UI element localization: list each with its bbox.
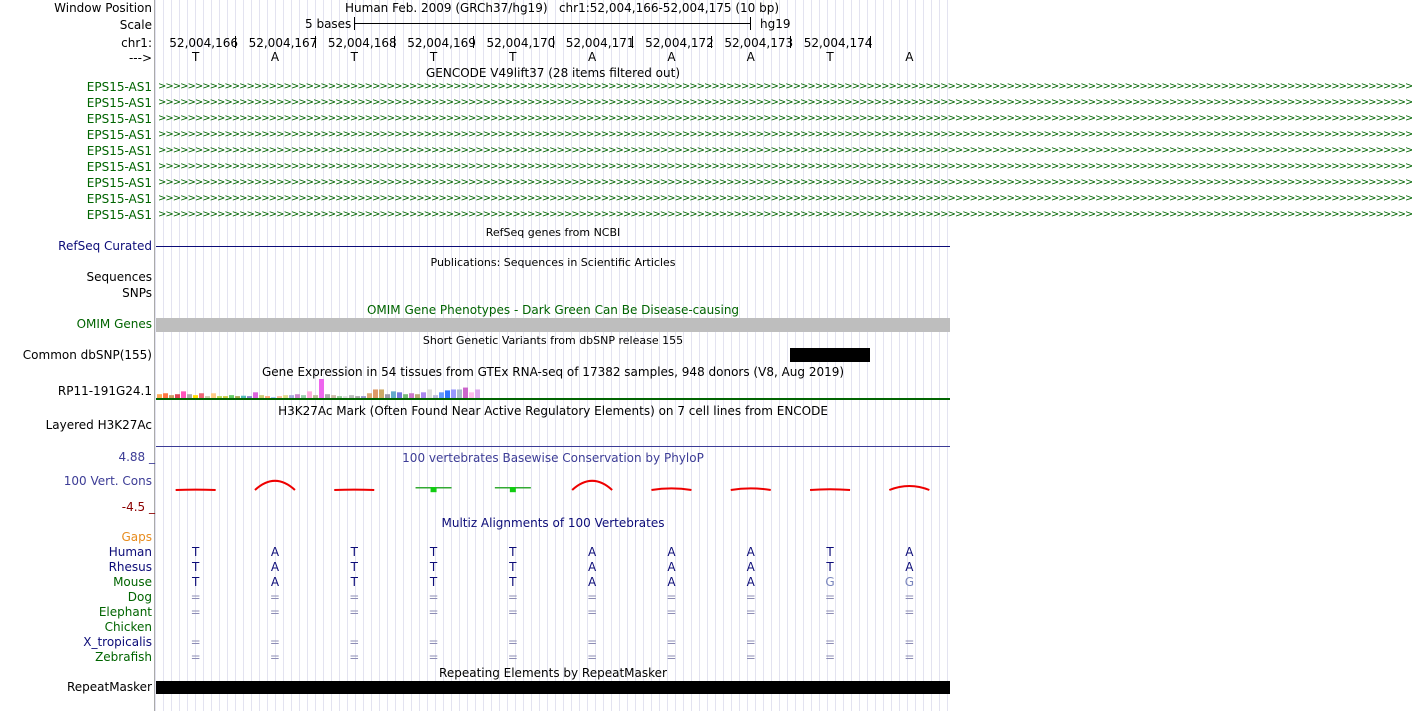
species-label[interactable]: Mouse bbox=[113, 575, 152, 589]
alignment-base: G bbox=[825, 575, 835, 589]
h3k27ac-baseline bbox=[156, 446, 950, 447]
base-letter: A bbox=[746, 50, 755, 64]
alignment-base: = bbox=[825, 590, 836, 604]
alignment-base: = bbox=[190, 605, 201, 619]
alignment-base: = bbox=[825, 605, 836, 619]
species-label[interactable]: Rhesus bbox=[108, 560, 152, 574]
gencode-item-label[interactable]: EPS15-AS1 bbox=[86, 128, 152, 142]
label-divider bbox=[154, 0, 155, 711]
window-position-label: Window Position bbox=[54, 1, 152, 15]
alignment-base: = bbox=[587, 635, 598, 649]
gaps-label[interactable]: Gaps bbox=[121, 530, 152, 544]
alignment-base: A bbox=[746, 575, 755, 589]
gtex-bar bbox=[445, 390, 450, 398]
alignment-base: = bbox=[825, 635, 836, 649]
gtex-bar bbox=[373, 389, 378, 398]
alignment-base: = bbox=[428, 650, 439, 664]
gencode-item-label[interactable]: EPS15-AS1 bbox=[86, 96, 152, 110]
alignment-base: A bbox=[746, 545, 755, 559]
alignment-base: = bbox=[507, 650, 518, 664]
alignment-base: = bbox=[269, 635, 280, 649]
gtex-bar bbox=[319, 379, 324, 398]
ruler-position: 52,004,167 bbox=[248, 36, 318, 50]
gencode-transcript[interactable]: >>>>>>>>>>>>>>>>>>>>>>>>>>>>>>>>>>>>>>>>>>>>>>>>>>>>>>>>>>>>>>>>>>>>>>>>>>>>>>>>>>>>>>>>>>>>>>>>>>>>>>>>>>>>>>>>>>>>>>>>>>>>>>>>>>>>>>>>>>>>>>>>>>>>>>>>>>>>>>>>>>>>>>>>>> bbox=[158, 81, 1412, 92]
sequences-label[interactable]: Sequences bbox=[86, 270, 152, 284]
phylop-bar bbox=[889, 486, 929, 490]
alignment-base: = bbox=[587, 650, 598, 664]
alignment-base: A bbox=[270, 545, 280, 559]
gtex-label[interactable]: RP11-191G24.1 bbox=[57, 384, 152, 398]
alignment-base: = bbox=[269, 650, 280, 664]
base-letter: A bbox=[270, 50, 280, 64]
alignment-base: A bbox=[746, 560, 755, 574]
base-letter: T bbox=[509, 50, 517, 64]
gtex-bar bbox=[457, 389, 462, 398]
alignment-base: = bbox=[428, 605, 439, 619]
alignment-base: = bbox=[507, 635, 518, 649]
gtex-bar bbox=[307, 391, 312, 398]
alignment-base: = bbox=[349, 590, 360, 604]
phylop-bar bbox=[431, 487, 437, 492]
gtex-bar bbox=[463, 388, 468, 398]
gtex-bar bbox=[451, 389, 456, 398]
gencode-title[interactable]: GENCODE V49lift37 (28 items filtered out) bbox=[425, 66, 680, 80]
scale-label: Scale bbox=[119, 18, 152, 32]
alignment-base: = bbox=[428, 635, 439, 649]
ruler-position: 52,004,174 bbox=[803, 36, 873, 50]
alignment-base: A bbox=[588, 545, 597, 559]
dbsnp-label[interactable]: Common dbSNP(155) bbox=[22, 348, 152, 362]
alignment-base: A bbox=[270, 560, 280, 574]
gencode-item-label[interactable]: EPS15-AS1 bbox=[86, 192, 152, 206]
phylop-max: 4.88 _ bbox=[118, 450, 155, 464]
alignment-base: = bbox=[904, 650, 915, 664]
alignment-base: T bbox=[429, 575, 438, 589]
strand-arrow: ---> bbox=[128, 51, 152, 65]
base-letter: T bbox=[350, 50, 358, 64]
ruler-position: 52,004,166 bbox=[169, 36, 239, 50]
alignment-base: A bbox=[905, 560, 914, 574]
alignment-base: = bbox=[666, 650, 677, 664]
alignment-base: = bbox=[428, 590, 439, 604]
alignment-base: = bbox=[904, 590, 915, 604]
phylop-bar bbox=[810, 489, 850, 490]
dbsnp-variant[interactable] bbox=[790, 348, 870, 362]
gencode-transcript[interactable]: >>>>>>>>>>>>>>>>>>>>>>>>>>>>>>>>>>>>>>>>>>>>>>>>>>>>>>>>>>>>>>>>>>>>>>>>>>>>>>>>>>>>>>>>>>>>>>>>>>>>>>>>>>>>>>>>>>>>>>>>>>>>>>>>>>>>>>>>>>>>>>>>>>>>>>>>>>>>>>>>>>>>>>>>>> bbox=[158, 177, 1412, 188]
gtex-bar bbox=[379, 389, 384, 398]
phylop-bar bbox=[510, 487, 516, 492]
alignment-base: A bbox=[588, 560, 597, 574]
base-letter: A bbox=[905, 50, 914, 64]
scale-bar-left-cap bbox=[354, 17, 355, 30]
ruler-position: 52,004,171 bbox=[565, 36, 635, 50]
gtex-bar bbox=[475, 389, 480, 398]
alignment-base: = bbox=[745, 635, 756, 649]
chrom-label: chr1: bbox=[121, 36, 152, 50]
species-label[interactable]: Zebrafish bbox=[95, 650, 152, 664]
gtex-bar bbox=[427, 389, 432, 398]
gencode-item-label[interactable]: EPS15-AS1 bbox=[86, 208, 152, 222]
base-letter: T bbox=[429, 50, 438, 64]
alignment-base: T bbox=[826, 560, 834, 574]
alignment-base: = bbox=[269, 605, 280, 619]
alignment-base: T bbox=[350, 575, 358, 589]
alignment-base: = bbox=[904, 635, 915, 649]
repeatmasker-bar[interactable] bbox=[156, 681, 950, 694]
phylop-plot[interactable] bbox=[156, 470, 950, 500]
gencode-transcript[interactable]: >>>>>>>>>>>>>>>>>>>>>>>>>>>>>>>>>>>>>>>>>>>>>>>>>>>>>>>>>>>>>>>>>>>>>>>>>>>>>>>>>>>>>>>>>>>>>>>>>>>>>>>>>>>>>>>>>>>>>>>>>>>>>>>>>>>>>>>>>>>>>>>>>>>>>>>>>>>>>>>>>>>>>>>>>> bbox=[158, 209, 1412, 220]
dbsnp-title[interactable]: Short Genetic Variants from dbSNP release 155 bbox=[422, 334, 684, 347]
omim-label[interactable]: OMIM Genes bbox=[76, 317, 152, 331]
refseq-title[interactable]: RefSeq genes from NCBI bbox=[485, 226, 621, 239]
h3k27ac-title[interactable]: H3K27Ac Mark (Often Found Near Active Regulatory Elements) on 7 cell lines from ENCODE bbox=[278, 404, 828, 418]
alignment-base: A bbox=[667, 575, 676, 589]
alignment-base: A bbox=[667, 560, 676, 574]
alignment-base: = bbox=[190, 650, 201, 664]
scale-db: hg19 bbox=[760, 17, 791, 31]
gtex-bar bbox=[181, 391, 186, 398]
gencode-transcript[interactable]: >>>>>>>>>>>>>>>>>>>>>>>>>>>>>>>>>>>>>>>>>>>>>>>>>>>>>>>>>>>>>>>>>>>>>>>>>>>>>>>>>>>>>>>>>>>>>>>>>>>>>>>>>>>>>>>>>>>>>>>>>>>>>>>>>>>>>>>>>>>>>>>>>>>>>>>>>>>>>>>>>>>>>>>>>> bbox=[158, 145, 1412, 156]
alignment-base: = bbox=[587, 605, 598, 619]
alignment-base: = bbox=[349, 605, 360, 619]
base-letter: A bbox=[667, 50, 676, 64]
gencode-item-label[interactable]: EPS15-AS1 bbox=[86, 160, 152, 174]
alignment-base: T bbox=[191, 560, 200, 574]
gencode-item-label[interactable]: EPS15-AS1 bbox=[86, 80, 152, 94]
alignment-base: A bbox=[905, 545, 914, 559]
gencode-item-label[interactable]: EPS15-AS1 bbox=[86, 176, 152, 190]
phylop-bar bbox=[731, 488, 771, 490]
phylop-title[interactable]: 100 vertebrates Basewise Conservation by PhyloP bbox=[402, 451, 704, 465]
alignment-base: = bbox=[190, 635, 201, 649]
h3k27ac-label[interactable]: Layered H3K27Ac bbox=[45, 418, 152, 432]
base-letter: T bbox=[191, 50, 200, 64]
ruler-position: 52,004,170 bbox=[486, 36, 556, 50]
publications-title[interactable]: Publications: Sequences in Scientific Articles bbox=[430, 256, 676, 269]
alignment-base: = bbox=[745, 605, 756, 619]
alignment-base: T bbox=[429, 545, 438, 559]
species-label[interactable]: X_tropicalis bbox=[83, 635, 152, 649]
multiz-title[interactable]: Multiz Alignments of 100 Vertebrates bbox=[441, 516, 665, 530]
gencode-transcript[interactable]: >>>>>>>>>>>>>>>>>>>>>>>>>>>>>>>>>>>>>>>>>>>>>>>>>>>>>>>>>>>>>>>>>>>>>>>>>>>>>>>>>>>>>>>>>>>>>>>>>>>>>>>>>>>>>>>>>>>>>>>>>>>>>>>>>>>>>>>>>>>>>>>>>>>>>>>>>>>>>>>>>>>>>>>>>> bbox=[158, 97, 1412, 108]
alignment-base: = bbox=[666, 605, 677, 619]
alignment-base: T bbox=[509, 575, 517, 589]
gencode-item-label[interactable]: EPS15-AS1 bbox=[86, 144, 152, 158]
alignment-base: A bbox=[667, 545, 676, 559]
phylop-bar bbox=[255, 481, 295, 490]
window-position-value: Human Feb. 2009 (GRCh37/hg19) chr1:52,004,166-52,004,175 (10 bp) bbox=[345, 1, 780, 15]
alignment-base: T bbox=[191, 575, 200, 589]
base-letter: A bbox=[588, 50, 597, 64]
alignment-base: = bbox=[507, 590, 518, 604]
alignment-base: = bbox=[349, 635, 360, 649]
refseq-line bbox=[156, 246, 950, 247]
alignment-base: = bbox=[349, 650, 360, 664]
alignment-base: A bbox=[588, 575, 597, 589]
alignment-base: = bbox=[904, 605, 915, 619]
scale-bar-right-cap bbox=[750, 17, 751, 30]
refseq-label[interactable]: RefSeq Curated bbox=[58, 239, 152, 253]
repeatmasker-title[interactable]: Repeating Elements by RepeatMasker bbox=[439, 666, 667, 680]
omim-bar[interactable] bbox=[156, 318, 950, 332]
snps-label[interactable]: SNPs bbox=[122, 286, 152, 300]
ruler-position: 52,004,173 bbox=[724, 36, 794, 50]
scale-bar bbox=[354, 23, 751, 24]
gtex-gene-line bbox=[156, 398, 950, 400]
scale-value: 5 bases bbox=[305, 17, 352, 31]
alignment-base: T bbox=[429, 560, 438, 574]
species-label[interactable]: Chicken bbox=[104, 620, 152, 634]
alignment-base: T bbox=[509, 560, 517, 574]
ruler-position: 52,004,168 bbox=[327, 36, 397, 50]
alignment-base: G bbox=[904, 575, 914, 589]
phylop-bar bbox=[651, 488, 691, 490]
alignment-base: = bbox=[666, 590, 677, 604]
alignment-base: = bbox=[745, 590, 756, 604]
alignment-base: T bbox=[826, 545, 834, 559]
gencode-transcript[interactable]: >>>>>>>>>>>>>>>>>>>>>>>>>>>>>>>>>>>>>>>>>>>>>>>>>>>>>>>>>>>>>>>>>>>>>>>>>>>>>>>>>>>>>>>>>>>>>>>>>>>>>>>>>>>>>>>>>>>>>>>>>>>>>>>>>>>>>>>>>>>>>>>>>>>>>>>>>>>>>>>>>>>>>>>>>> bbox=[158, 113, 1412, 124]
alignment-base: = bbox=[269, 590, 280, 604]
alignment-base: T bbox=[350, 560, 358, 574]
alignment-base: = bbox=[587, 590, 598, 604]
repeatmasker-label[interactable]: RepeatMasker bbox=[66, 680, 152, 694]
alignment-base: T bbox=[350, 545, 358, 559]
alignment-base: = bbox=[507, 605, 518, 619]
phylop-label[interactable]: 100 Vert. Cons bbox=[63, 474, 152, 488]
gtex-expression-bars[interactable] bbox=[156, 378, 556, 400]
alignment-base: = bbox=[190, 590, 201, 604]
gencode-transcript[interactable]: >>>>>>>>>>>>>>>>>>>>>>>>>>>>>>>>>>>>>>>>>>>>>>>>>>>>>>>>>>>>>>>>>>>>>>>>>>>>>>>>>>>>>>>>>>>>>>>>>>>>>>>>>>>>>>>>>>>>>>>>>>>>>>>>>>>>>>>>>>>>>>>>>>>>>>>>>>>>>>>>>>>>>>>>>> bbox=[158, 161, 1412, 172]
alignment-base: T bbox=[191, 545, 200, 559]
gencode-transcript[interactable]: >>>>>>>>>>>>>>>>>>>>>>>>>>>>>>>>>>>>>>>>>>>>>>>>>>>>>>>>>>>>>>>>>>>>>>>>>>>>>>>>>>>>>>>>>>>>>>>>>>>>>>>>>>>>>>>>>>>>>>>>>>>>>>>>>>>>>>>>>>>>>>>>>>>>>>>>>>>>>>>>>>>>>>>>>> bbox=[158, 129, 1412, 140]
alignment-base: A bbox=[270, 575, 280, 589]
gencode-transcript[interactable]: >>>>>>>>>>>>>>>>>>>>>>>>>>>>>>>>>>>>>>>>>>>>>>>>>>>>>>>>>>>>>>>>>>>>>>>>>>>>>>>>>>>>>>>>>>>>>>>>>>>>>>>>>>>>>>>>>>>>>>>>>>>>>>>>>>>>>>>>>>>>>>>>>>>>>>>>>>>>>>>>>>>>>>>>>> bbox=[158, 193, 1412, 204]
alignment-base: = bbox=[745, 650, 756, 664]
phylop-min: -4.5 _ bbox=[121, 500, 155, 514]
base-letter: T bbox=[826, 50, 834, 64]
alignment-base: = bbox=[825, 650, 836, 664]
phylop-bar bbox=[572, 481, 612, 490]
gtex-bar bbox=[391, 391, 396, 398]
omim-title[interactable]: OMIM Gene Phenotypes - Dark Green Can Be Disease-causing bbox=[366, 303, 740, 317]
ruler-position: 52,004,169 bbox=[407, 36, 476, 50]
ruler-position: 52,004,172 bbox=[645, 36, 714, 50]
alignment-base: = bbox=[666, 635, 677, 649]
gtex-title[interactable]: Gene Expression in 54 tissues from GTEx RNA-seq of 17382 samples, 948 donors (V8, Aug 2019) bbox=[261, 365, 845, 379]
species-label[interactable]: Elephant bbox=[98, 605, 152, 619]
gencode-item-label[interactable]: EPS15-AS1 bbox=[86, 112, 152, 126]
species-label[interactable]: Human bbox=[108, 545, 152, 559]
alignment-base: T bbox=[509, 545, 517, 559]
species-label[interactable]: Dog bbox=[127, 590, 152, 604]
